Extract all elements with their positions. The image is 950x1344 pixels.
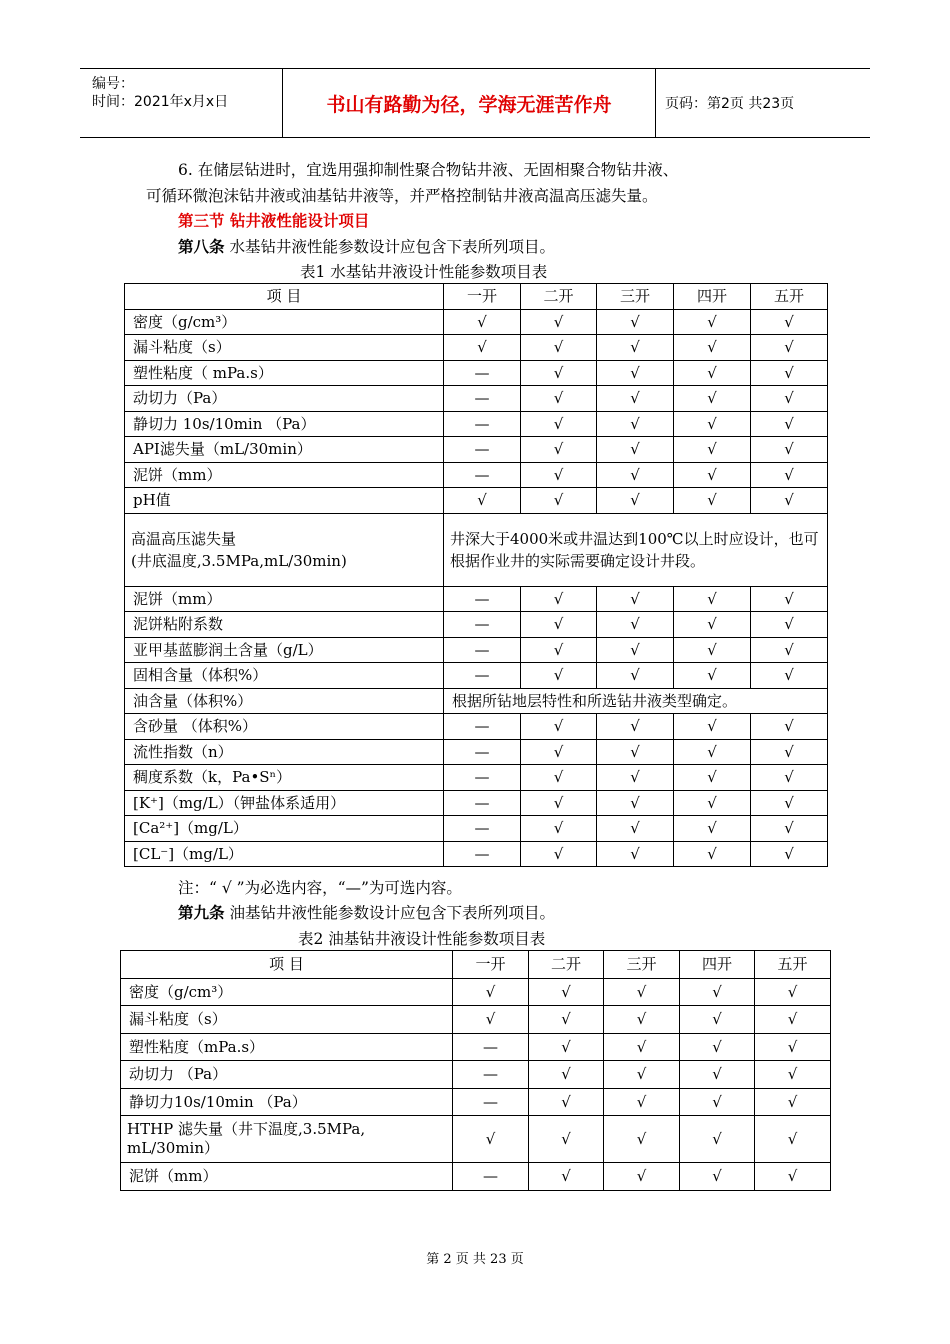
table-1-mark-cell: √	[674, 335, 751, 361]
hthp-label-line-1: 高温高压滤失量	[131, 529, 237, 548]
table-row	[121, 978, 831, 1006]
table-1-mark-cell: √	[597, 612, 674, 638]
table-row	[125, 739, 828, 765]
table-2-header-cell: 二开	[529, 951, 604, 979]
table-2-mark-cell: —	[453, 1163, 529, 1191]
table-1-mark-cell: √	[597, 739, 674, 765]
table-1-mark-cell: √	[521, 386, 597, 412]
table-2-mark-cell: √	[680, 1116, 755, 1163]
table-row	[121, 1061, 831, 1089]
table-1-mark-cell: √	[597, 586, 674, 612]
table-2-item-cell: HTHP 滤失量（井下温度,3.5MPa, mL/30min）	[121, 1116, 453, 1163]
table-1-mark-cell: √	[521, 586, 597, 612]
table-1-mark-cell: √	[751, 612, 828, 638]
table-1-mark-cell: √	[597, 462, 674, 488]
table-1	[124, 283, 828, 867]
table-2-mark-cell: —	[453, 1088, 529, 1116]
table-1-mark-cell: √	[674, 386, 751, 412]
table-1-mark-cell: √	[751, 714, 828, 740]
table-1-mark-cell: √	[521, 437, 597, 463]
hthp-note-cell: 井深大于4000米或井温达到100℃以上时应设计，也可根据作业井的实际需要确定设计井段。	[444, 513, 828, 586]
hthp-label-line-2: (井底温度,3.5MPa,mL/30min)	[131, 551, 347, 570]
table-2-mark-cell: √	[529, 1163, 604, 1191]
table-row-hthp	[125, 513, 828, 586]
table-1-mark-cell: √	[597, 714, 674, 740]
table-1-mark-cell: √	[751, 462, 828, 488]
table-2-mark-cell: √	[755, 1033, 831, 1061]
table-1-header-cell: 三开	[597, 284, 674, 310]
article-9-text: 油基钻井液性能参数设计应包含下表所列项目。	[229, 904, 555, 922]
table-1-mark-cell: √	[521, 309, 597, 335]
table-1-mark-cell: √	[674, 612, 751, 638]
table-1-mark-cell: √	[444, 335, 521, 361]
table-1-mark-cell: √	[751, 637, 828, 663]
table-1-mark-cell: √	[751, 360, 828, 386]
table-1-mark-cell: √	[521, 739, 597, 765]
table-row	[121, 1033, 831, 1061]
table-1-item-cell: 泥饼粘附系数	[125, 612, 444, 638]
table-row	[125, 462, 828, 488]
article-9-label: 第九条	[178, 904, 225, 922]
header-meta	[80, 69, 282, 137]
table-1-item-cell: 泥饼（mm）	[125, 586, 444, 612]
table-1-mark-cell: √	[751, 739, 828, 765]
table-1-header-cell: 项 目	[125, 284, 444, 310]
table-1-mark-cell: —	[444, 437, 521, 463]
table-2-mark-cell: √	[604, 978, 680, 1006]
table-1-header-cell: 四开	[674, 284, 751, 310]
table-2-mark-cell: √	[680, 1088, 755, 1116]
table-1-mark-cell: √	[751, 841, 828, 867]
table-2-mark-cell: √	[604, 1033, 680, 1061]
table-2-mark-cell: √	[680, 1163, 755, 1191]
table-2-mark-cell: √	[755, 1061, 831, 1089]
table-1-item-cell: 密度（g/cm³）	[125, 309, 444, 335]
table-1-mark-cell: —	[444, 637, 521, 663]
table-header-row	[125, 284, 828, 310]
paragraph-6-line-2: 可循环微泡沫钻井液或油基钻井液等，并严格控制钻井液高温高压滤失量。	[146, 187, 658, 205]
table-1-mark-cell: √	[597, 765, 674, 791]
table-1-mark-cell: √	[751, 816, 828, 842]
table-2-mark-cell: √	[453, 978, 529, 1006]
table-1-mark-cell: —	[444, 816, 521, 842]
table-1-item-cell: 含砂量 （体积%）	[125, 714, 444, 740]
table-2-mark-cell: √	[755, 1116, 831, 1163]
table-row	[121, 1006, 831, 1034]
table-2-item-cell: 漏斗粘度（s）	[121, 1006, 453, 1034]
number-label: 编号：	[92, 76, 134, 92]
table-row	[125, 437, 828, 463]
table-row	[125, 714, 828, 740]
table-row	[125, 309, 828, 335]
table-2-mark-cell: √	[755, 1006, 831, 1034]
table-2	[120, 950, 831, 1191]
table-2-header-cell: 三开	[604, 951, 680, 979]
table-note: 注：“ √ ”为必选内容，“—”为可选内容。	[178, 879, 462, 897]
table-1-item-cell: 亚甲基蓝膨润土含量（g/L）	[125, 637, 444, 663]
header-motto	[282, 69, 656, 137]
table-1-mark-cell: √	[674, 790, 751, 816]
table-2-item-cell: 动切力 （Pa）	[121, 1061, 453, 1089]
table-1-mark-cell: √	[751, 437, 828, 463]
article-8	[178, 235, 555, 257]
table-1-mark-cell: √	[674, 714, 751, 740]
table-row	[125, 335, 828, 361]
table-2-mark-cell: √	[529, 1061, 604, 1089]
table-row	[125, 790, 828, 816]
table-2-mark-cell: √	[680, 1061, 755, 1089]
table-1-mark-cell: —	[444, 462, 521, 488]
table-1-item-cell: 静切力 10s/10min （Pa）	[125, 411, 444, 437]
table-row	[125, 586, 828, 612]
table-row	[125, 637, 828, 663]
table-1-mark-cell: √	[597, 816, 674, 842]
table-1-mark-cell: √	[521, 360, 597, 386]
table-1-item-cell: 固相含量（体积%）	[125, 663, 444, 689]
table-1-mark-cell: √	[521, 765, 597, 791]
table-1-mark-cell: √	[521, 816, 597, 842]
table-1-mark-cell: √	[521, 790, 597, 816]
table-1-mark-cell: √	[674, 411, 751, 437]
page-header	[80, 68, 870, 138]
oil-label-cell: 油含量（体积%）	[125, 688, 444, 714]
table-2-mark-cell: √	[604, 1088, 680, 1116]
table-1-mark-cell: √	[597, 386, 674, 412]
table-1-mark-cell: —	[444, 765, 521, 791]
table-1-mark-cell: √	[444, 309, 521, 335]
table-2-mark-cell: √	[604, 1006, 680, 1034]
table-1-header-cell: 二开	[521, 284, 597, 310]
table-1-mark-cell: √	[597, 790, 674, 816]
motto-text: 书山有路勤为径，学海无涯苦作舟	[326, 93, 612, 116]
table-2-mark-cell: √	[604, 1163, 680, 1191]
table-row	[125, 816, 828, 842]
table-1-mark-cell: —	[444, 360, 521, 386]
table-1-item-cell: 稠度系数（k，Pa•Sⁿ）	[125, 765, 444, 791]
table-row-oil	[125, 688, 828, 714]
table-1-item-cell: 漏斗粘度（s）	[125, 335, 444, 361]
table-1-mark-cell: √	[521, 714, 597, 740]
table-row	[125, 386, 828, 412]
table-2-header-cell: 五开	[755, 951, 831, 979]
table-1-mark-cell: √	[751, 663, 828, 689]
table-1-item-cell: 动切力（Pa）	[125, 386, 444, 412]
table-1-mark-cell: √	[674, 663, 751, 689]
table-2-mark-cell: √	[755, 1163, 831, 1191]
table-1-mark-cell: √	[521, 612, 597, 638]
table-1-mark-cell: √	[751, 386, 828, 412]
table-1-item-cell: API滤失量（mL/30min）	[125, 437, 444, 463]
article-8-text: 水基钻井液性能参数设计应包含下表所列项目。	[229, 238, 555, 256]
table-1-mark-cell: √	[597, 841, 674, 867]
table-1-header-cell: 五开	[751, 284, 828, 310]
table-1-mark-cell: √	[521, 411, 597, 437]
table-2-mark-cell: √	[529, 1006, 604, 1034]
table-1-mark-cell: √	[674, 637, 751, 663]
table-1-mark-cell: √	[521, 462, 597, 488]
table-1-mark-cell: √	[597, 663, 674, 689]
table-row	[121, 1163, 831, 1191]
table-2-mark-cell: √	[453, 1006, 529, 1034]
table-1-mark-cell: —	[444, 714, 521, 740]
table-2-mark-cell: √	[529, 1088, 604, 1116]
hthp-label-cell	[125, 513, 444, 586]
table-row	[125, 663, 828, 689]
section-title: 第三节 钻井液性能设计项目	[178, 212, 370, 230]
table-2-mark-cell: √	[680, 978, 755, 1006]
article-8-label: 第八条	[178, 238, 225, 256]
table-2-mark-cell: —	[453, 1061, 529, 1089]
table-1-mark-cell: √	[597, 488, 674, 514]
table-2-mark-cell: √	[604, 1116, 680, 1163]
table-1-item-cell: 流性指数（n）	[125, 739, 444, 765]
table-header-row	[121, 951, 831, 979]
table-1-mark-cell: √	[751, 765, 828, 791]
table-row	[125, 612, 828, 638]
table-row	[125, 488, 828, 514]
table-2-item-cell: 塑性粘度（mPa.s）	[121, 1033, 453, 1061]
table-1-mark-cell: √	[521, 841, 597, 867]
table-1-mark-cell: √	[674, 360, 751, 386]
page-footer: 第 2 页 共 23 页	[426, 1252, 524, 1267]
table-1-mark-cell: √	[597, 335, 674, 361]
table-row	[125, 841, 828, 867]
table-1-mark-cell: —	[444, 586, 521, 612]
table-1-mark-cell: √	[597, 411, 674, 437]
table-2-mark-cell: √	[755, 1088, 831, 1116]
page-info: 页码：第2页 共23页	[665, 96, 795, 112]
table-2-caption: 表2 油基钻井液设计性能参数项目表	[298, 930, 546, 948]
table-1-mark-cell: √	[674, 462, 751, 488]
table-2-header-cell: 一开	[453, 951, 529, 979]
paragraph-6-line-1: 6. 在储层钻进时，宜选用强抑制性聚合物钻井液、无固相聚合物钻井液、	[178, 161, 679, 179]
table-1-mark-cell: √	[674, 739, 751, 765]
table-row	[121, 1088, 831, 1116]
table-2-mark-cell: √	[529, 1116, 604, 1163]
table-2-item-cell: 泥饼（mm）	[121, 1163, 453, 1191]
table-1-mark-cell: —	[444, 790, 521, 816]
table-1-item-cell: 塑性粘度（ mPa.s）	[125, 360, 444, 386]
table-1-mark-cell: √	[674, 586, 751, 612]
table-2-header-cell: 项 目	[121, 951, 453, 979]
table-1-mark-cell: √	[521, 335, 597, 361]
table-1-mark-cell: √	[597, 360, 674, 386]
table-2-mark-cell: √	[453, 1116, 529, 1163]
table-1-mark-cell: —	[444, 841, 521, 867]
table-2-mark-cell: —	[453, 1033, 529, 1061]
table-1-mark-cell: √	[674, 309, 751, 335]
table-row	[125, 411, 828, 437]
table-1-mark-cell: √	[751, 411, 828, 437]
table-1-mark-cell: √	[597, 309, 674, 335]
time-label: 时间：2021年x月x日	[92, 94, 229, 110]
table-1-caption: 表1 水基钻井液设计性能参数项目表	[300, 263, 548, 281]
table-1-item-cell: [Ca²⁺]（mg/L）	[125, 816, 444, 842]
table-1-mark-cell: √	[751, 488, 828, 514]
table-1-mark-cell: √	[674, 765, 751, 791]
table-1-mark-cell: √	[444, 488, 521, 514]
table-2-header-cell: 四开	[680, 951, 755, 979]
table-2-mark-cell: √	[529, 978, 604, 1006]
table-1-mark-cell: —	[444, 739, 521, 765]
table-2-mark-cell: √	[680, 1033, 755, 1061]
table-row	[125, 765, 828, 791]
article-9	[178, 901, 555, 923]
table-1-item-cell: 泥饼（mm）	[125, 462, 444, 488]
table-1-header-cell: 一开	[444, 284, 521, 310]
table-1-mark-cell: √	[674, 816, 751, 842]
oil-note-cell: 根据所钻地层特性和所选钻井液类型确定。	[444, 688, 828, 714]
table-1-mark-cell: —	[444, 612, 521, 638]
table-2-item-cell: 密度（g/cm³）	[121, 978, 453, 1006]
table-1-mark-cell: √	[597, 437, 674, 463]
table-1-mark-cell: √	[597, 637, 674, 663]
table-2-mark-cell: √	[529, 1033, 604, 1061]
table-1-mark-cell: √	[751, 790, 828, 816]
table-row	[125, 360, 828, 386]
table-1-mark-cell: —	[444, 386, 521, 412]
table-1-mark-cell: —	[444, 663, 521, 689]
table-1-item-cell: [CL⁻]（mg/L）	[125, 841, 444, 867]
table-2-mark-cell: √	[755, 978, 831, 1006]
table-1-mark-cell: √	[521, 488, 597, 514]
table-row-hthp	[121, 1116, 831, 1163]
table-1-mark-cell: √	[751, 335, 828, 361]
table-1-item-cell: pH值	[125, 488, 444, 514]
table-1-mark-cell: √	[521, 663, 597, 689]
table-1-mark-cell: √	[751, 586, 828, 612]
table-1-mark-cell: √	[674, 437, 751, 463]
table-1-mark-cell: √	[751, 309, 828, 335]
table-1-mark-cell: √	[674, 488, 751, 514]
table-1-item-cell: [K⁺]（mg/L）（钾盐体系适用）	[125, 790, 444, 816]
table-1-mark-cell: √	[521, 637, 597, 663]
table-2-mark-cell: √	[604, 1061, 680, 1089]
table-1-mark-cell: —	[444, 411, 521, 437]
table-1-mark-cell: √	[674, 841, 751, 867]
table-2-item-cell: 静切力10s/10min （Pa）	[121, 1088, 453, 1116]
table-2-mark-cell: √	[680, 1006, 755, 1034]
